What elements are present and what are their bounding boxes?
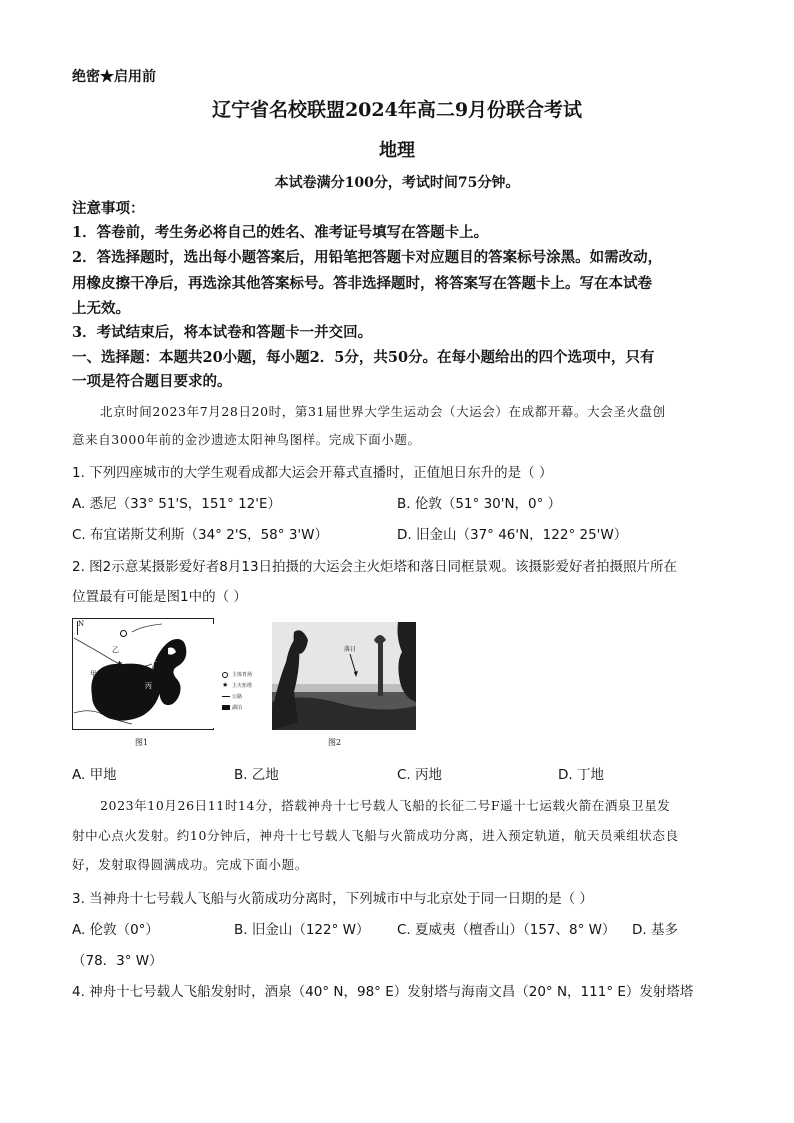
passage-text: 意来自3000年前的金沙遗迹太阳神鸟图样。完成下面小题。 [72, 432, 421, 447]
legend-label: 公路 [232, 694, 243, 700]
map-label-jia: 甲 [90, 670, 97, 678]
option-c: C. 丙地 [397, 767, 443, 783]
option-c: C. 布宜诺斯艾利斯（34° 2'S，58° 3'W） [72, 527, 328, 543]
map-label-ding: 丁 [150, 661, 157, 669]
option-b: B. 乙地 [234, 767, 279, 783]
confidential-mark: 绝密★启用前 [72, 69, 156, 85]
passage-text: 北京时间2023年7月28日20时，第31届世界大学生运动会（大运会）在成都开幕。大会圣火盘创 [100, 404, 666, 419]
north-arrow: N [78, 620, 85, 628]
option-a: A. 悉尼（33° 51'S，151° 12'E） [72, 496, 281, 512]
option-d: D. 丁地 [558, 767, 604, 783]
figure-1-map [72, 618, 253, 730]
option-c: C. 夏威夷（檀香山）（157、8° W） [397, 922, 616, 938]
passage-text: 好，发射取得圆满成功。完成下面小题。 [72, 857, 308, 872]
notes-item: 用橡皮擦干净后，再选涂其他答案标号。答非选择题时，将答案写在答题卡上。写在本试卷 [72, 275, 652, 292]
legend-item [222, 692, 272, 703]
subject-title: 地理 [379, 140, 415, 161]
section-heading-cont: 一项是符合题目要求的。 [72, 373, 232, 390]
figure-2-caption: 图2 [328, 738, 342, 747]
north-arrow-line [77, 621, 78, 635]
option-a: A. 伦敦（0°） [72, 922, 159, 938]
legend-label: 主火炬塔 [232, 683, 253, 689]
legend-label: 湖泊 [232, 705, 243, 711]
figure-1-caption: 图1 [135, 738, 149, 747]
legend-item [222, 670, 272, 681]
torch-tower-icon: ★ [116, 659, 124, 668]
legend-label: 主体育场 [232, 672, 253, 678]
option-b: B. 旧金山（122° W） [234, 922, 370, 938]
exam-title: 辽宁省名校联盟2024年高二9月份联合考试 [211, 99, 583, 121]
map-label-yi: 乙 [112, 646, 119, 654]
stadium-icon [222, 672, 228, 678]
passage-text: 射中心点火发射。约10分钟后，神舟十七号载人飞船与火箭成功分离，进入预定轨道，航天员乘组状态良 [72, 828, 679, 843]
passage-text: 2023年10月26日11时14分，搭载神舟十七号载人飞船的长征二号F遥十七运载火箭在酒泉卫星发 [100, 798, 671, 813]
notes-heading: 注意事项： [72, 200, 145, 217]
question-stem: 2. 图2示意某摄影爱好者8月13日拍摄的大运会主火炬塔和落日同框景观。该摄影爱好者拍摄照片所在 [72, 559, 678, 575]
question-stem: 4. 神舟十七号载人飞船发射时，酒泉（40° N，98° E）发射塔与海南文昌（20° N，111° E）发射塔塔 [72, 984, 694, 1000]
section-heading: 一、选择题：本题共20小题，每小题2．5分，共50分。在每小题给出的四个选项中，只有 [72, 349, 655, 366]
exam-info: 本试卷满分100分，考试时间75分钟。 [274, 175, 520, 191]
notes-item: 2．答选择题时，选出每小题答案后，用铅笔把答题卡对应题目的答案标号涂黑。如需改动， [72, 249, 663, 266]
legend-item [222, 681, 272, 692]
notes-item: 3．考试结束后，将本试卷和答题卡一并交回。 [72, 324, 373, 341]
road-line-icon [222, 696, 230, 697]
star-icon: ★ [222, 681, 229, 689]
option-d: D. 基多 [632, 922, 678, 938]
notes-item: 1．答卷前，考生务必将自己的姓名、准考证号填写在答题卡上。 [72, 224, 489, 241]
question-stem-cont: 位置最有可能是图1中的（ ） [72, 589, 247, 605]
lake-swatch-icon [222, 705, 230, 710]
stadium-icon [120, 630, 127, 637]
question-stem: 3. 当神舟十七号载人飞船与火箭成功分离时，下列城市中与北京处于同一日期的是（ ） [72, 891, 593, 907]
option-d-cont: （78．3° W） [72, 953, 163, 969]
question-stem: 1. 下列四座城市的大学生观看成都大运会开幕式直播时，正值旭日东升的是（ ） [72, 465, 553, 481]
legend-item [222, 703, 272, 714]
map-label-bing: 丙 [145, 682, 152, 690]
figure-2-photo [272, 622, 416, 730]
photo-drawing [272, 622, 416, 730]
notes-item: 上无效。 [72, 300, 130, 317]
option-d: D. 旧金山（37° 46'N，122° 25'W） [397, 527, 628, 543]
option-b: B. 伦敦（51° 30'N，0° ） [397, 496, 562, 512]
option-a: A. 甲地 [72, 767, 117, 783]
photo-annotation: 落日 [344, 646, 357, 653]
map-legend [222, 670, 272, 714]
